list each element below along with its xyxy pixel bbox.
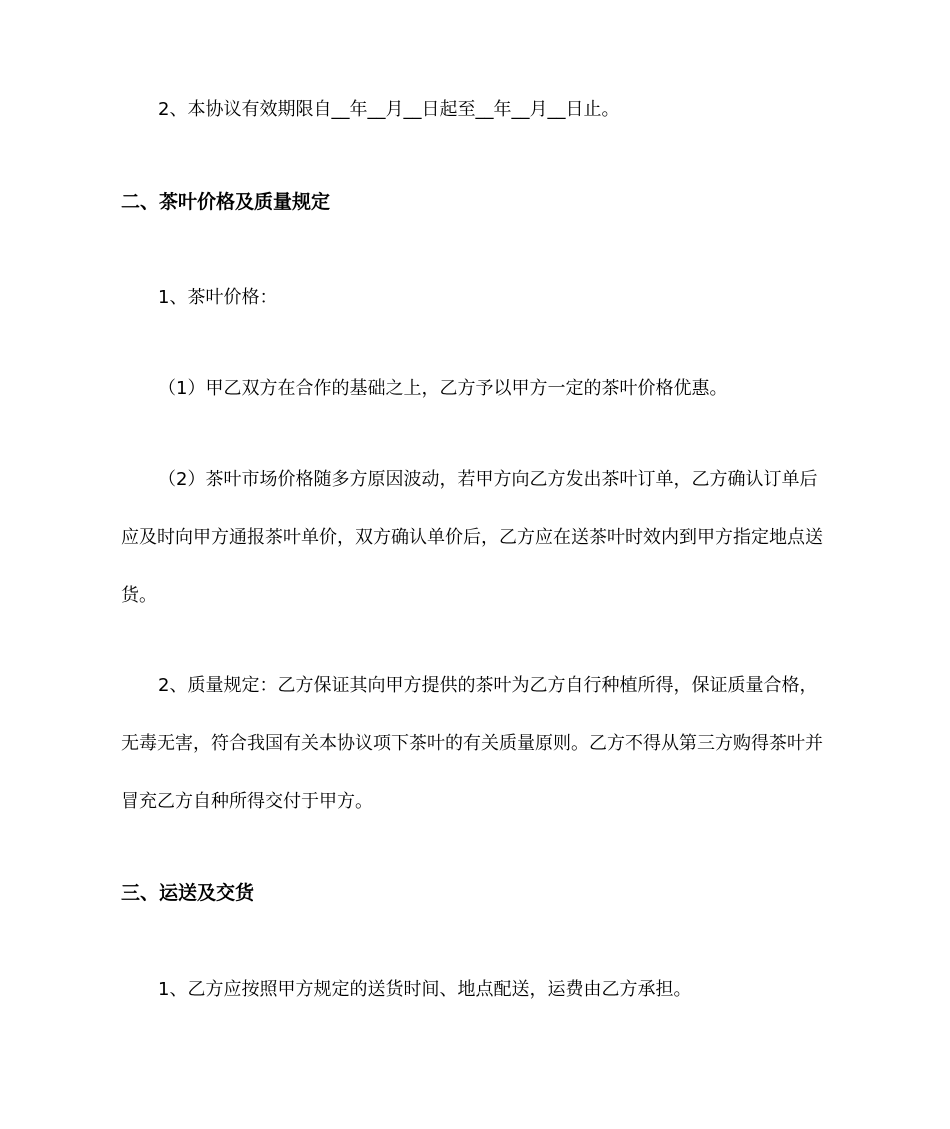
tea-price-subitem-2-line-1: （2）茶叶市场价格随多方原因波动，若甲方向乙方发出茶叶订单，乙方确认订单后 xyxy=(158,469,818,490)
quality-rule-line-3: 冒充乙方自种所得交付于甲方。 xyxy=(121,791,373,812)
tea-price-item: 1、茶叶价格： xyxy=(158,287,278,308)
quality-rule-line-1: 2、质量规定：乙方保证其向甲方提供的茶叶为乙方自行种植所得，保证质量合格， xyxy=(158,675,818,696)
clause-validity-period: 2、本协议有效期限自__年__月__日起至__年__月__日止。 xyxy=(158,99,620,120)
delivery-item-1: 1、乙方应按照甲方规定的送货时间、地点配送，运费由乙方承担。 xyxy=(158,979,692,1000)
tea-price-subitem-1: （1）甲乙双方在合作的基础之上，乙方予以甲方一定的茶叶价格优惠。 xyxy=(158,378,728,399)
section-2-heading: 二、茶叶价格及质量规定 xyxy=(121,191,331,213)
section-3-heading: 三、运送及交货 xyxy=(121,882,255,904)
tea-price-subitem-2-line-2: 应及时向甲方通报茶叶单价，双方确认单价后，乙方应在送茶叶时效内到甲方指定地点送 xyxy=(121,527,823,548)
quality-rule-line-2: 无毒无害，符合我国有关本协议项下茶叶的有关质量原则。乙方不得从第三方购得茶叶并 xyxy=(121,733,823,754)
tea-price-subitem-2-line-3: 货。 xyxy=(121,585,157,606)
